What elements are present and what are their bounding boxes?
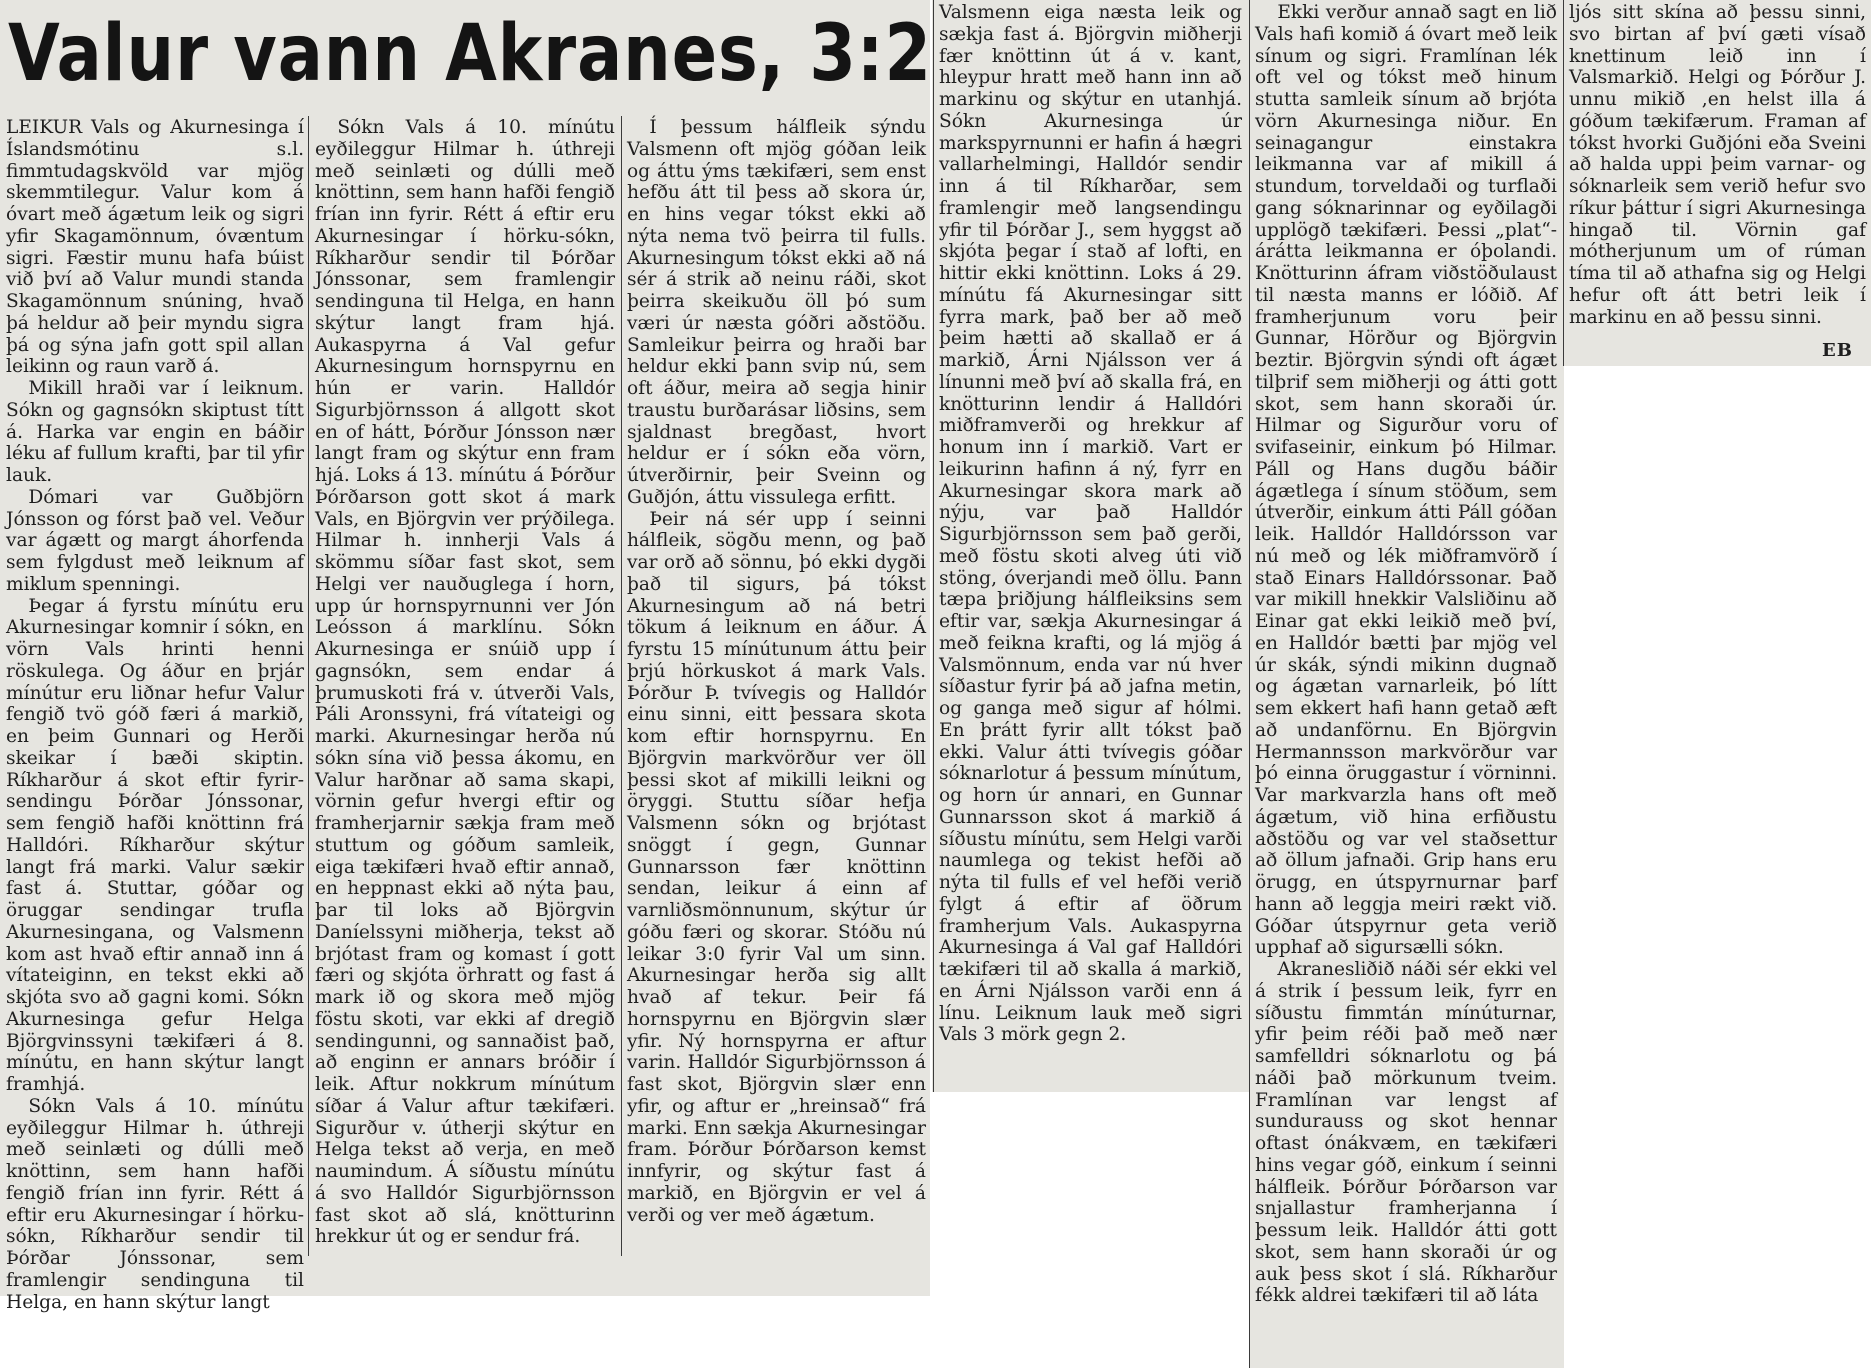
paragraph: Akranesliðið náði sér ekki vel á strik í þessum leik, fyrr en síðustu fimmtán mínúturnar, yfir þeim réði það með nær samfelldri sóknarlotu og þá náði það mörkunum tveim. Framlínan var lengst af sundurauss og skot hennar oftast ónákvæm, en tækifæri hins vegar góð, einkum í seinni hálfleik. Þórður Þórðarson var snjallastur framherjanna í þessum leik. Halldór átti gott skot, sem hann skoraði úr og auk þess skot í slá. Ríkharður fékk aldrei tækifæri til að láta [1255, 959, 1557, 1307]
column-rule [621, 116, 622, 1256]
article-column-1 [6, 117, 304, 1313]
article-headline: Valur vann Akranes, 3:2 [8, 9, 932, 99]
article-column-3 [627, 117, 926, 1257]
column-rule [1249, 0, 1250, 1368]
paragraph: Sókn Vals á 10. mínútu eyðileggur Hilmar h. úthreji með seinlæti og dúlli með knöttinn, sem hann hafði fengið frían inn fyrir. Rétt á eftir eru Akurnesingar í hörku-sókn, Ríkharður sendir til Þórðar Jónssonar, sem framlengir sendinguna til Helga, en hann skýtur langt fram hjá. Aukaspyrna á Val gefur Akurnesingum hornspyrnu en hún er varin. Halldór Sigurbjörnsson á allgott skot en of hátt, Þórður Jónsson nær langt fram og skýtur enn fram hjá. Loks á 13. mínútu á Þórður Þórðarson gott skot á mark Vals, en Björgvin ver prýðilega. Hilmar h. innherji Vals á skömmu síðar fast skot, sem Helgi ver nauðuglega í horn, upp úr hornspyrnunni ver Jón Leósson á marklínu. Sókn Akurnesinga er snúið upp í gagnsókn, sem endar á þrumuskoti frá v. útverði Vals, Páli Aronssyni, frá vítateigi og marki. Akurnesingar herða nú sókn sína við þessa ákomu, en Valur harðnar að sama skapi, vörnin gefur hvergi eftir og framherjarnir sækja fram með stuttum og góðum samleik, eiga tækifæri hvað eftir annað, en heppnast ekki að nýta þau, þar til loks að Björgvin Daníelssyni miðherja, tekst að brjótast fram og komast í gott færi og skjóta örhratt og fast á mark ið og skora með mjög föstu skoti, var ekki af dregið sendingunni, og sannaðist það, að enginn er annars bróðir í leik. Aftur nokkrum mínútum síðar á Valur aftur tækifæri. Sigurður v. útherji skýtur en Helga tekst að verja, en með naumindum. Á síðustu mínútu á svo Halldór Sigurbjörnsson fast skot að slá, knötturinn hrekkur út og er sendur frá. [315, 117, 616, 1248]
article-column-4 [939, 2, 1242, 1088]
paragraph: Sókn Vals á 10. mínútu eyðileggur Hilmar h. úthreji með seinlæti og dúlli með knöttinn, sem hann hafði fengið frían inn fyrir. Rétt á eftir eru Akurnesingar í hörku-sókn, Ríkharður sendir til Þórðar Jónssonar, sem framlengir sendinguna til Helga, en hann skýtur langt [6, 1095, 304, 1313]
paragraph: Þeir ná sér upp í seinni hálfleik, sögðu menn, og það var orð að sönnu, þó ekki dygði það til sigurs, þá tókst Akurnesingum að ná betri tökum á leiknum en áður. Á fyrstu 15 mínútunum áttu þeir þrjú hörkuskot á mark Vals. Þórður Þ. tvívegis og Halldór einu sinni, eitt þessara skota kom eftir hornspyrnu. En Björgvin markvörður ver öll þessi skot af mikilli leikni og öryggi. Stuttu síðar hefja Valsmenn sókn og brjótast snöggt í gegn, Gunnar Gunnarsson fær knöttinn sendan, leikur á einn af varnliðsmönnunum, skýtur úr góðu færi og skorar. Stóðu nú leikar 3:0 fyrir Val um sinn. Akurnesingar herða sig allt hvað af tekur. Þeir fá hornspyrnu en Björgvin slær yfir. Ný hornspyrna er aftur varin. Halldór Sigurbjörnsson á fast skot, Björgvin slær enn yfir, og aftur er „hreinsað“ frá marki. Enn sækja Akurnesingar fram. Þórður Þórðarson kemst innfyrir, og skýtur fast á markið, en Björgvin er vel á verði og ver með ágætum. [627, 508, 926, 1226]
paragraph: ljós sitt skína að þessu sinni, svo birtan af því gæti vísað knettinum leið inn í Valsmarkið. Helgi og Þórður J. unnu mikið ,en helst illa á góðum tækifærum. Framan af tókst hvorki Guðjóni eða Sveini að halda uppi þeim varnar- og sóknarleik sem verið hefur svo ríkur þáttur í sigri Akurnesinga hingað til. Vörnin gaf mótherjunum um of rúman tíma til að athafna sig og Helgi hefur oft átt betri leik í markinu en að þessu sinni. [1569, 2, 1866, 328]
article-column-2 [315, 117, 615, 1257]
paragraph: Í þessum hálfleik sýndu Valsmenn oft mjög góðan leik og áttu ýms tækifæri, sem enst hefðu átt til þess að skora úr, en hins vegar tókst ekki að nýta nema tvö þeirra til fulls. Akurnesingum tókst ekki að ná sér á strik að neinu ráði, skot þeirra skeikuðu öll þó sum væri úr næsta góðri aðstöðu. Samleikur þeirra og hraði bar heldur ekki þann svip nú, sem oft áður, meira að segja hinir traustu burðarásar liðsins, sem sjaldnast bregðast, hvort heldur er í sókn eða vörn, útverðirnir, þeir Sveinn og Guðjón, áttu vissulega erfitt. [627, 117, 926, 508]
paragraph: Ekki verður annað sagt en lið Vals hafi komið á óvart með leik sínum og sigri. Framlínan lék oft vel og tókst með hinum stutta samleik sínum að brjóta vörn Akurnesinga niður. En seinagangur einstakra leikmanna var af mikill á stundum, torveldaði og turflaði gang sóknarinnar og eyðilagði upplögð tækifæri. Þessi „plat“-árátta leikmanna er óþolandi. Knötturinn áfram viðstöðulaust til næsta manns er lóðið. Af framherjunum voru þeir Gunnar, Hörður og Björgvin beztir. Björgvin sýndi oft ágæt tilþrif sem miðherji og átti gott skot, sem hann skoraði úr. Hilmar og Sigurður voru of svifaseinir, einkum þó Hilmar. Páll og Hans dugðu báðir ágætlega í sínum stöðum, sem útverðir, einkum átti Páll góðan leik. Halldór Halldórsson var nú með og lék miðframvörð í stað Einars Halldórssonar. Það var mikill hnekkir Valsliðinu að Einar gat ekki leikið með því, en Halldór bætti þar mjög vel úr skák, sýndi mikinn dugnað og ágætan varnarleik, þó lítt sem ekkert hafi hann getað æft að undanförnu. En Björgvin Hermannsson markvörður var þó einna öruggastur í vörninni. Var markvarzla hans oft með ágætum, við hina erfiðustu aðstöðu og var vel staðsettur að öllum jafnaði. Grip hans eru örugg, en útspyrnurnar þarf hann að leggja meiri rækt við. Góðar útspyrnur geta verið upphaf að sigursælli sókn. [1255, 2, 1557, 959]
paragraph: Dómari var Guðbjörn Jónsson og fórst það vel. Veður var ágætt og margt áhorfenda sem fylgdust með leiknum af miklum spenningi. [6, 486, 304, 595]
column-rule [1563, 0, 1564, 366]
author-signature: EB [1822, 340, 1853, 361]
paragraph: LEIKUR Vals og Akurnesinga í Íslandsmótinu s.l. fimmtudagskvöld var mjög skemmtilegur. Valur kom á óvart með ágætum leik og sigri yfir Skagamönnum, óvæntum sigri. Fæstir munu hafa búist við því að Valur mundi standa Skagamönnum snúning, hvað þá heldur að þeir myndu sigra þá og sýna jafn gott spil allan leikinn og raun varð á. [6, 117, 304, 378]
article-column-5 [1255, 2, 1557, 1366]
paragraph: Þegar á fyrstu mínútu eru Akurnesingar komnir í sókn, en vörn Vals hrinti henni röskulega. Og áður en þrjár mínútur eru liðnar hefur Valur fengið tvö góð færi á markið, en þeim Gunnari og Herði skeikar í bæði skiptin. Ríkharður á skot eftir fyrir-sendingu Þórðar Jónssonar, sem fengið hafði knöttinn frá Halldóri. Ríkharður skýtur langt frá marki. Valur sækir fast á. Stuttar, góðar og öruggar sendingar trufla Akurnesingana, og Valsmenn kom ast hvað eftir annað inn á vítateiginn, en tekst ekki að skjóta svo að gagni komi. Sókn Akurnesinga gefur Helga Björgvinssyni tækifæri á 8. mínútu, en hann skýtur langt framhjá. [6, 595, 304, 1095]
column-rule [933, 0, 934, 1092]
paragraph: Valsmenn eiga næsta leik og sækja fast á. Björgvin miðherji fær knöttinn út á v. kant, hleypur hratt með hann inn að markinu og skýtur en utanhjá. Sókn Akurnesinga úr markspyrnunni er hafin á hægri vallarhelmingi, Halldór sendir inn á til Ríkharðar, sem framlengir með langsendingu yfir til Þórðar J., sem hyggst að skjóta þegar í stað af lofti, en hittir ekki knöttinn. Loks á 29. mínútu fá Akurnesingar sitt fyrra mark, það ber að með þeim hætti að skallað er á markið, Árni Njálsson ver á línunni með því að skalla frá, en knötturinn lendir á Halldóri miðframverði og hrekkur af honum inn í markið. Vart er leikurinn hafinn á ný, fyrr en Akurnesingar skora mark að nýju, var það Halldór Sigurbjörnsson sem það gerði, með föstu skoti alveg úti við stöng, óverjandi með öllu. Þann tæpa þriðjung hálfleiksins sem eftir var, sækja Akurnesingar á með feikna krafti, og lá mjög á Valsmönnum, enda var nú hver síðastur fyrir þá að jafna metin, og ganga með sigur af hólmi. En þrátt fyrir allt tókst það ekki. Valur átti tvívegis góðar sóknarlotur á þessum mínútum, og horn úr annari, en Gunnar Gunnarsson skot á markið á síðustu mínútu, sem Helgi varði naumlega og tekist hefði að nýta til fulls ef vel hefði verið fylgt á eftir af öðrum framherjum Vals. Aukaspyrna Akurnesinga á Val gaf Halldóri tækifæri til að skalla á markið, en Árni Njálsson varði enn á línu. Leiknum lauk með sigri Vals 3 mörk gegn 2. [939, 2, 1242, 1046]
paragraph: Mikill hraði var í leiknum. Sókn og gagnsókn skiptust títt á. Harka var engin en báðir léku af fullum krafti, þar til yfir lauk. [6, 378, 304, 486]
article-column-6 [1569, 2, 1866, 334]
column-rule [308, 116, 309, 1256]
